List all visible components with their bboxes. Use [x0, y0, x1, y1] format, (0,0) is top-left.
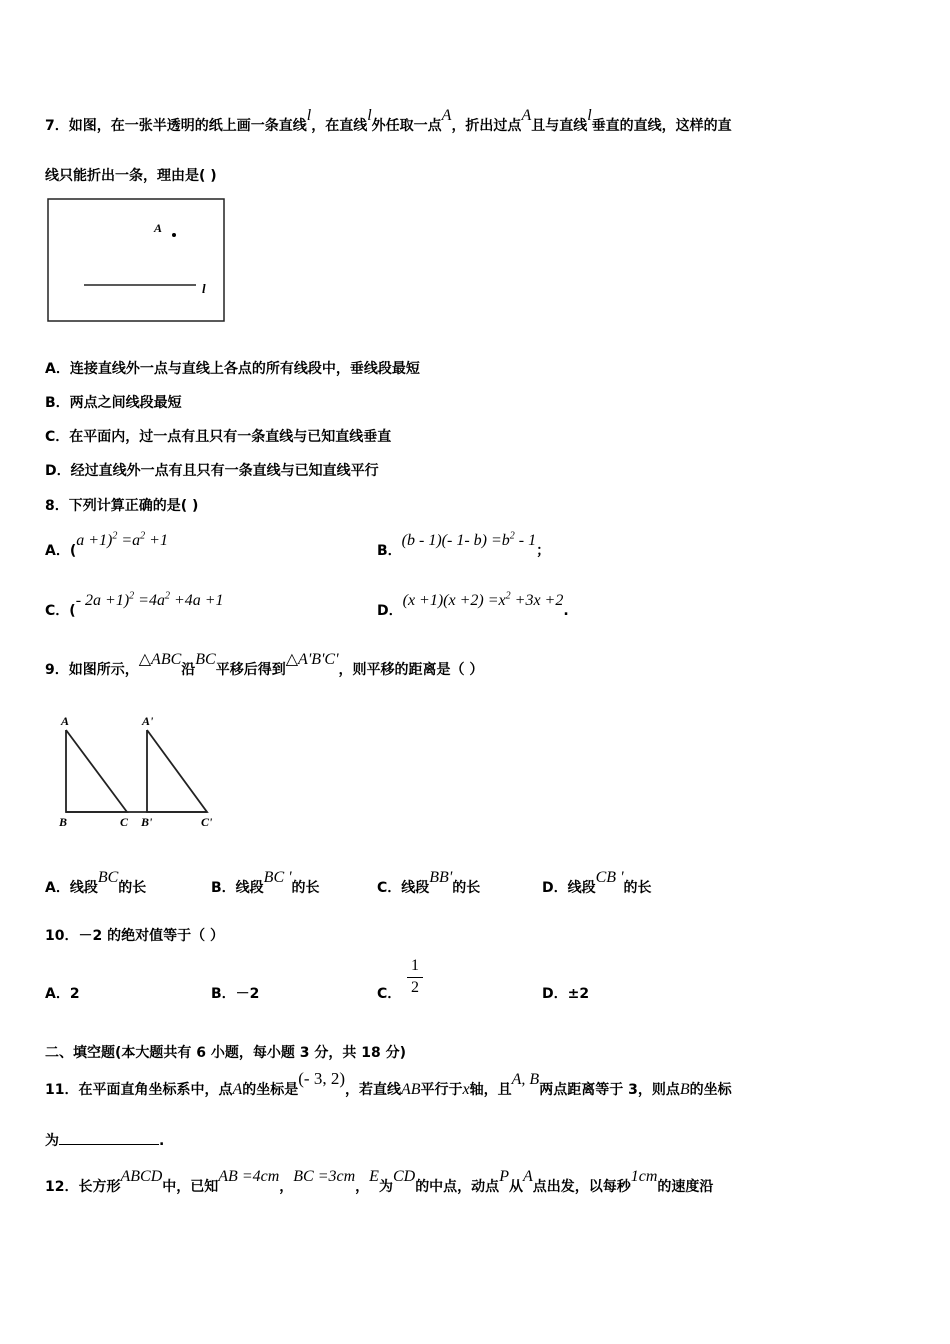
q11-answer-blank[interactable]	[59, 1130, 159, 1145]
q9-option-b: B．线段BC '的长	[211, 869, 320, 896]
math-l: l	[306, 107, 312, 124]
q10-option-a: A．2	[45, 986, 80, 1002]
q9-label-b-prime: B'	[141, 815, 153, 829]
q7-option-a: A．连接直线外一点与直线上各点的所有线段中，垂线段最短	[45, 361, 420, 377]
q10-option-c-fraction: 1 2	[407, 957, 423, 997]
q12-stem-line1: 12．长方形ABCD中，已知AB =4cm，BC =3cm，E为CD的中点，动点P从A点出发，以每秒1cm的速度沿	[45, 1168, 714, 1195]
q10-option-c-label: C．	[377, 986, 402, 1002]
q9-option-a: A．线段BC的长	[45, 869, 147, 896]
q9-label-c-prime: C'	[201, 815, 213, 829]
q7-stem-line1: 7．如图，在一张半透明的纸上画一条直线l，在直线l外任取一点A，折出过点A且与直线l垂直的直线，这样的直	[45, 107, 732, 134]
q9-label-c: C	[120, 815, 129, 829]
q10-stem: 10．－2 的绝对值等于（ ）	[45, 928, 224, 944]
q9-triangle-abc	[66, 730, 127, 812]
q11-stem-line2: 为 .	[45, 1130, 164, 1150]
q7-option-c: C．在平面内，过一点有且只有一条直线与已知直线垂直	[45, 429, 392, 445]
q7-figure-label-a: A	[154, 221, 163, 235]
q8-option-a: A．$(a +1)^2 =a^2 +1$	[45, 530, 168, 559]
q8-option-d: D．$(x +1)(x +2) =x^2 +3x +2$.	[377, 590, 569, 619]
section2-title: 二、填空题(本大题共有 6 小题，每小题 3 分，共 18 分)	[45, 1045, 407, 1061]
q7-option-d: D．经过直线外一点有且只有一条直线与已知直线平行	[45, 463, 379, 479]
q8-option-b: B．(b - 1)(- 1- $b) =b^2 - 1$；	[377, 530, 551, 559]
q11-stem-line1: 11．在平面直角坐标系中，点A的坐标是(- 3, 2)，若直线AB平行于x轴，且A, B两点距离等于 3，则点B的坐标	[45, 1069, 732, 1098]
q7-stem-line2: 线只能折出一条，理由是( )	[45, 168, 217, 184]
q9-option-d: D．线段CB '的长	[542, 869, 652, 896]
q9-stem: 9．如图所示，△ABC沿BC平移后得到△A'B'C'，则平移的距离是（ ）	[45, 651, 484, 678]
q9-label-a-prime: A'	[142, 714, 154, 728]
q10-option-d: D．±2	[542, 986, 590, 1002]
q10-option-b: B．－2	[211, 986, 260, 1002]
q7-figure-label-l: l	[202, 281, 206, 296]
q9-triangle-abc-prime	[147, 730, 207, 812]
q7-figure-point-a	[172, 233, 176, 237]
q9-label-a: A	[61, 714, 70, 728]
q9-option-c: C．线段BB'的长	[377, 869, 481, 896]
q7-option-b: B．两点之间线段最短	[45, 395, 182, 411]
q9-label-b: B	[59, 815, 68, 829]
q8-stem: 8．下列计算正确的是( )	[45, 498, 199, 514]
q7-figure-frame	[48, 199, 224, 321]
q9-figure	[55, 708, 225, 833]
q7-figure	[46, 196, 228, 326]
q8-option-c: C．(- $2a +1)^2 =4a^2 +4a +1$	[45, 590, 224, 619]
